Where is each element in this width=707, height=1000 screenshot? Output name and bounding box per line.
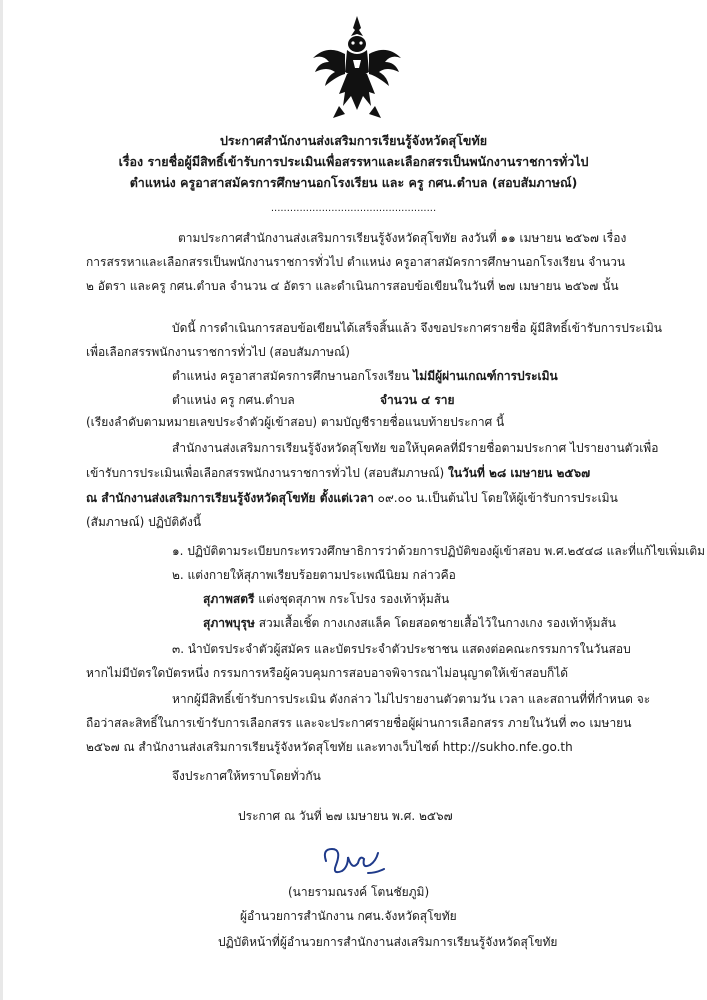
body-text-line: ณ สำนักงานส่งเสริมการเรียนรู้จังหวัดสุโขทัย ตั้งแต่เวลา ๐๙.๐๐ น.เป็นต้นไป โดยให้ผู้เข้ารับการประเมิน (86, 491, 618, 505)
announcement-heading: ประกาศสำนักงานส่งเสริมการเรียนรู้จังหวัดสุโขทัย (219, 133, 488, 148)
body-text-line: ๒๕๖๗ ณ สำนักงานส่งเสริมการเรียนรู้จังหวัดสุโขทัย และทางเว็บไซต์ http://sukho.nfe.go.th (86, 740, 573, 754)
body-text-line: บัดนี้ การดำเนินการสอบข้อเขียนได้เสร็จสิ้นแล้ว จึงขอประกาศรายชื่อ ผู้มีสิทธิ์เข้ารับการประเมิน (172, 321, 662, 335)
position-item: ตำแหน่ง ครู กศน.ตำบล (172, 393, 295, 407)
dress-code-women: สุภาพสตรี แต่งชุดสุภาพ กระโปรง รองเท้าหุ้มส้น (203, 592, 450, 606)
rule-item: ๒. แต่งกายให้สุภาพเรียบร้อยตามประเพณีนิยม กล่าวคือ (172, 568, 456, 582)
announce-date: ประกาศ ณ วันที่ ๒๗ เมษายน พ.ศ. ๒๕๖๗ (238, 809, 453, 823)
body-text-line: (สัมภาษณ์) ปฏิบัติดังนี้ (86, 515, 202, 529)
candidate-count: จำนวน ๔ ราย (380, 393, 455, 407)
body-text-line: เพื่อเลือกสรรพนักงานราชการทั่วไป (สอบสัมภาษณ์) (86, 345, 350, 359)
body-text-line: เข้ารับการประเมินเพื่อเลือกสรรพนักงานราชการทั่วไป (สอบสัมภาษณ์) ในวันที่ ๒๘ เมษายน ๒๕๖๗ (86, 466, 591, 480)
body-text-line: ถือว่าสละสิทธิ์ในการเข้ารับการเลือกสรร และจะประกาศรายชื่อผู้ผ่านการเลือกสรร ภายในวันที่ ๓๐ เมษายน (86, 716, 632, 730)
body-text-line: สำนักงานส่งเสริมการเรียนรู้จังหวัดสุโขทัย ขอให้บุคคลที่มีรายชื่อตามประกาศ ไปรายงานตัวเพื่อ (172, 441, 659, 455)
signer-acting-title: ปฏิบัติหน้าที่ผู้อำนวยการสำนักงานส่งเสริมการเรียนรู้จังหวัดสุโขทัย (218, 935, 558, 949)
body-text-line: (เรียงลำดับตามหมายเลขประจำตัวผู้เข้าสอบ) ตามบัญชีรายชื่อแนบท้ายประกาศ นี้ (86, 415, 505, 429)
rule-item: ๑. ปฏิบัติตามระเบียบกระทรวงศึกษาธิการว่าด้วยการปฏิบัติของผู้เข้าสอบ พ.ศ.๒๕๔๘ และที่แก้ไขเพิ่มเติม (172, 544, 706, 558)
garuda-emblem-icon (309, 14, 405, 124)
dress-code-men: สุภาพบุรุษ สวมเสื้อเชิ้ต กางเกงสแล็ค โดยสอดชายเสื้อไว้ในกางเกง รองเท้าหุ้มส้น (203, 616, 616, 630)
closing-text: จึงประกาศให้ทราบโดยทั่วกัน (172, 769, 321, 783)
position-line: ตำแหน่ง ครูอาสาสมัครการศึกษานอกโรงเรียน และ ครู กศน.ตำบล (สอบสัมภาษณ์) (129, 175, 578, 190)
body-text-line: หากผู้มีสิทธิ์เข้ารับการประเมิน ดังกล่าว ไม่ไปรายงานตัวตามวัน เวลา และสถานที่ที่กำหนด จะ (172, 692, 651, 706)
body-text-line: ๒ อัตรา และครู กศน.ตำบล จำนวน ๔ อัตรา และดำเนินการสอบข้อเขียนในวันที่ ๒๗ เมษายน ๒๕๖๗ นั้น (86, 279, 619, 293)
subject-line: เรื่อง รายชื่อผู้มีสิทธิ์เข้ารับการประเมินเพื่อสรรหาและเลือกสรรเป็นพนักงานราชการทั่วไป (118, 154, 589, 169)
body-text-line: หากไม่มีบัตรใดบัตรหนึ่ง กรรมการหรือผู้ควบคุมการสอบอาจพิจารณาไม่อนุญาตให้เข้าสอบก็ได้ (86, 666, 569, 680)
body-text-line: ตามประกาศสำนักงานส่งเสริมการเรียนรู้จังหวัดสุโขทัย ลงวันที่ ๑๑ เมษายน ๒๕๖๗ เรื่อง (178, 231, 627, 245)
heading-divider: .................................................... (270, 203, 437, 214)
rule-item: ๓. นำบัตรประจำตัวผู้สมัคร และบัตรประจำตัวประชาชน แสดงต่อคณะกรรมการในวันสอบ (172, 642, 631, 656)
signer-title: ผู้อำนวยการสำนักงาน กศน.จังหวัดสุโขทัย (240, 909, 457, 923)
body-text-line: การสรรหาและเลือกสรรเป็นพนักงานราชการทั่วไป ตำแหน่ง ครูอาสาสมัครการศึกษานอกโรงเรียน จำนวน (86, 255, 626, 269)
no-candidates-note: ไม่มีผู้ผ่านเกณฑ์การประเมิน (413, 369, 558, 383)
handwritten-signature (318, 843, 388, 879)
signer-name: (นายรามณรงค์ โตนชัยภูมิ) (288, 885, 430, 899)
position-item: ตำแหน่ง ครูอาสาสมัครการศึกษานอกโรงเรียน ไม่มีผู้ผ่านเกณฑ์การประเมิน (172, 369, 558, 383)
